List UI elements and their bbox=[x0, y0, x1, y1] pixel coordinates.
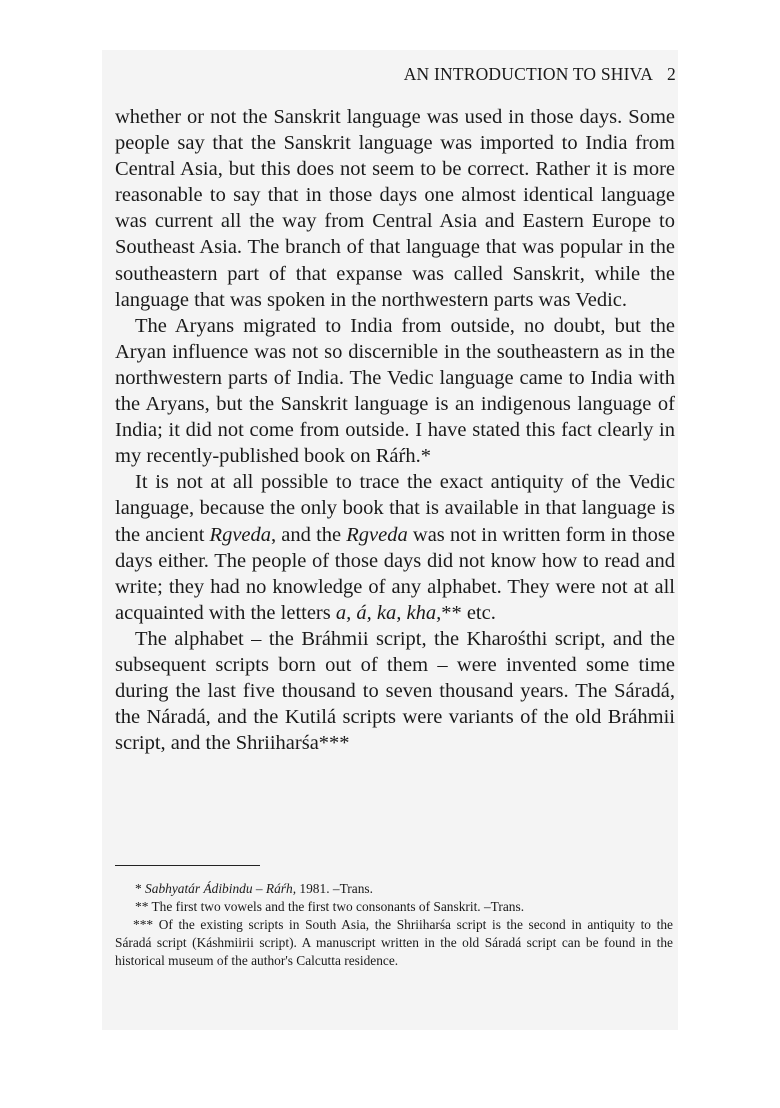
footnote-1-marker: * bbox=[135, 881, 146, 896]
paragraph-2: The Aryans migrated to India from outside, no doubt, but the Aryan influence was not so discernible in the southeastern as in the northwestern parts of India. The Vedic language came to India with the Aryans, but the Sanskrit language is an indigenous language of India; it did not come from outside. I have stated this fact clearly in my recently-published book on Ráŕh.* bbox=[115, 314, 675, 468]
footnote-divider bbox=[115, 865, 260, 866]
paragraph-1: whether or not the Sanskrit language was used in those days. Some people say that the Sanskrit language was imported to India from Central Asia, but this does not seem to be correct. Rather it is more reasonable to say that in those days one almost identical language was current all the way from Central Asia and Eastern Europe to Southeast Asia. The branch of that language that was popular in the southeastern part of that expanse was called Sanskrit, while the language that was spoken in the northwestern parts was Vedic. bbox=[115, 106, 675, 311]
running-header bbox=[404, 64, 676, 85]
footnote-1 bbox=[115, 880, 673, 898]
footnote-2: ** The first two vowels and the first two consonants of Sanskrit. –Trans. bbox=[135, 899, 525, 914]
paragraph-3 bbox=[115, 469, 675, 626]
paragraph-3-part-c: was not in written form in those days either. The people of those days did not know how to read and write; they had no knowledge of any alphabet. They were not at all acquainted with the letters bbox=[115, 523, 675, 624]
footnote-1-rest: 1981. –Trans. bbox=[296, 881, 373, 896]
page-number: 2 bbox=[667, 64, 676, 84]
rgveda-title-2: Rgveda bbox=[346, 523, 408, 546]
paragraph-3-part-a: It is not at all possible to trace the exact antiquity of the Vedic language, because the only book that is available in that language is the ancient bbox=[115, 471, 675, 546]
body-text bbox=[115, 104, 675, 756]
paragraph-4: The alphabet – the Bráhmii script, the Kharośthi script, and the subsequent scripts born out of them – were invented some time during the last five thousand to seven thousand years. The Sáradá, the Náradá, and the Kutilá scripts were variants of the old Bráhmii script, and the Shriiharśa*** bbox=[115, 627, 675, 755]
paragraph-3-part-d: ** etc. bbox=[441, 601, 496, 624]
paragraph-3-part-b: , and the bbox=[271, 523, 347, 546]
footnote-1-book-title: Sabhyatár Ádibindu – Ráŕh, bbox=[145, 881, 297, 896]
letters-example: a, á, ka, kha, bbox=[335, 601, 442, 624]
footnote-3: *** Of the existing scripts in South Asia, the Shriiharśa script is the second in antiquity to the Sáradá script (Káshmiirii script). A manuscript written in the old Sáradá script can be found in the historical museum of the author's Calcutta residence. bbox=[115, 917, 673, 968]
header-title: AN INTRODUCTION TO SHIVA bbox=[403, 64, 654, 84]
footnotes bbox=[115, 880, 673, 970]
rgveda-title-1: Rgveda bbox=[209, 523, 272, 546]
